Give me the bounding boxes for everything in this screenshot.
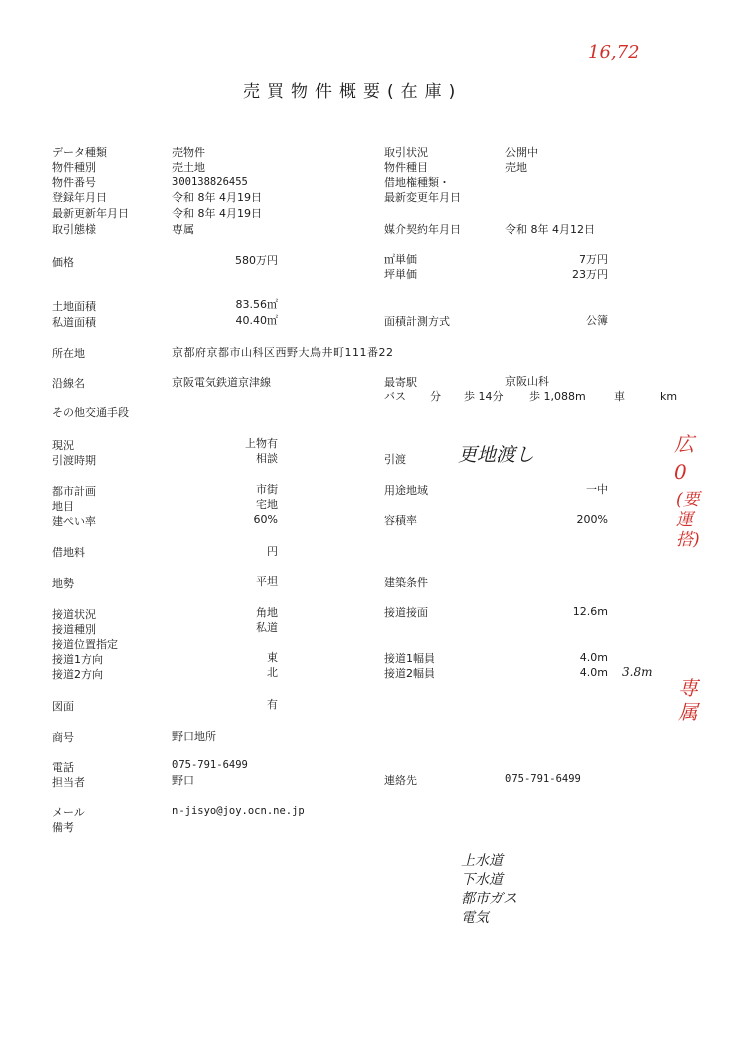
price-value: 580万円 [235, 254, 278, 267]
road1-dir-label: 接道1方向 [52, 653, 103, 666]
property-no-label: 物件番号 [52, 176, 96, 189]
item-label: 物件種目 [384, 161, 428, 174]
access-car: 車 [614, 390, 625, 403]
road-pos-label: 接道位置指定 [52, 638, 118, 651]
utility-4: 電気 [461, 910, 489, 926]
road2-dir-label: 接道2方向 [52, 668, 103, 681]
other-transport-label: その他交通手段 [52, 406, 129, 419]
land-cat-label: 地目 [52, 500, 74, 513]
current-value: 上物有 [245, 437, 278, 450]
registered-value: 令和 8年 4月19日 [172, 191, 262, 204]
station-label: 最寄駅 [384, 376, 417, 389]
access-walk1: 歩 14分 [464, 390, 504, 403]
mediation-value: 令和 8年 4月12日 [505, 223, 595, 236]
road1-w-value: 4.0m [579, 651, 608, 664]
road1-dir-value: 東 [267, 651, 278, 664]
handover-handwritten: 更地渡し [458, 444, 535, 466]
company-label: 商号 [52, 731, 74, 744]
item-value: 売地 [505, 161, 527, 174]
deal-mode-label: 取引態様 [52, 223, 96, 236]
access-bus: バス [384, 390, 406, 403]
current-label: 現況 [52, 439, 74, 452]
price-label: 価格 [52, 256, 74, 269]
station-value: 京阪山科 [505, 375, 549, 388]
measure-label: 面積計測方式 [384, 315, 450, 328]
city-plan-value: 市街 [256, 483, 278, 496]
road-state-label: 接道状況 [52, 608, 96, 621]
tsubo-price-label: 坪単価 [384, 268, 417, 281]
drawing-value: 有 [267, 698, 278, 711]
red-note-a: 広0 [674, 432, 694, 484]
remarks-label: 備考 [52, 821, 74, 834]
email-value: n-jisyo@joy.ocn.ne.jp [172, 805, 305, 817]
handwritten-number: 16,72 [588, 42, 640, 63]
far-value: 200% [576, 513, 608, 526]
handover-label: 引渡 [384, 453, 406, 466]
far-label: 容積率 [384, 514, 417, 527]
email-label: メール [52, 806, 85, 819]
property-kind-label: 物件種別 [52, 161, 96, 174]
property-no-value: 300138826455 [172, 176, 248, 188]
line-value: 京阪電気鉄道京津線 [172, 376, 271, 389]
registered-label: 登録年月日 [52, 191, 107, 204]
bcr-value: 60% [253, 513, 278, 526]
road-state-value: 角地 [256, 606, 278, 619]
company-value: 野口地所 [172, 730, 216, 743]
utility-3: 都市ガス [461, 891, 517, 907]
build-cond-label: 建築条件 [384, 576, 428, 589]
utility-1: 上水道 [461, 853, 503, 869]
updated-value: 令和 8年 4月19日 [172, 207, 262, 220]
tsubo-price-value: 23万円 [572, 268, 608, 281]
land-cat-value: 宅地 [256, 498, 278, 511]
road2-dir-value: 北 [267, 666, 278, 679]
person-value: 野口 [172, 774, 194, 787]
measure-value: 公簿 [586, 314, 608, 327]
data-type-label: データ種類 [52, 146, 107, 159]
road-face-value: 12.6m [572, 605, 608, 618]
location-value: 京都府京都市山科区西野大鳥井町111番22 [172, 346, 394, 359]
land-area-label: 土地面積 [52, 300, 96, 313]
road-face-label: 接道接面 [384, 606, 428, 619]
access-km: km [660, 390, 678, 403]
lease-fee-value: 円 [267, 545, 278, 558]
road2-w-value: 4.0m [579, 666, 608, 679]
page-title: 売買物件概要(在庫) [243, 82, 463, 102]
status-label: 取引状況 [384, 146, 428, 159]
sqm-price-value: 7万円 [579, 253, 608, 266]
data-type-value: 売物件 [172, 146, 205, 159]
road1-w-label: 接道1幅員 [384, 652, 435, 665]
land-area-value: 83.56㎡ [235, 298, 278, 311]
terrain-value: 平坦 [256, 575, 278, 588]
status-value: 公開中 [505, 146, 538, 159]
utility-2: 下水道 [461, 872, 503, 888]
red-note-c: 専属 [678, 676, 698, 724]
line-label: 沿線名 [52, 377, 85, 390]
drawing-label: 図面 [52, 700, 74, 713]
contact-label: 連絡先 [384, 774, 417, 787]
terrain-label: 地勢 [52, 577, 74, 590]
phone-label: 電話 [52, 761, 74, 774]
road2-w-handwritten: 3.8m [622, 665, 653, 679]
deal-mode-value: 専属 [172, 223, 194, 236]
mediation-label: 媒介契約年月日 [384, 223, 461, 236]
changed-label: 最新変更年月日 [384, 191, 461, 204]
red-note-b: (要運搭) [676, 490, 700, 550]
property-kind-value: 売土地 [172, 161, 205, 174]
road2-w-label: 接道2幅員 [384, 667, 435, 680]
lease-right-label: 借地権種類・ [384, 176, 450, 189]
zoning-label: 用途地域 [384, 484, 428, 497]
contact-value: 075-791-6499 [505, 773, 581, 785]
city-plan-label: 都市計画 [52, 485, 96, 498]
private-road-value: 40.40㎡ [235, 314, 278, 327]
bcr-label: 建ぺい率 [52, 515, 96, 528]
private-road-label: 私道面積 [52, 316, 96, 329]
updated-label: 最新更新年月日 [52, 207, 129, 220]
handover-time-label: 引渡時期 [52, 454, 96, 467]
road-kind-value: 私道 [256, 621, 278, 634]
phone-value: 075-791-6499 [172, 759, 248, 771]
handover-time-value: 相談 [256, 452, 278, 465]
access-min: 分 [430, 390, 441, 403]
zoning-value: 一中 [586, 483, 608, 496]
road-kind-label: 接道種別 [52, 623, 96, 636]
location-label: 所在地 [52, 347, 85, 360]
lease-fee-label: 借地料 [52, 546, 85, 559]
access-walk2: 歩 1,088m [529, 390, 586, 403]
sqm-price-label: ㎡単価 [384, 253, 417, 266]
person-label: 担当者 [52, 776, 85, 789]
